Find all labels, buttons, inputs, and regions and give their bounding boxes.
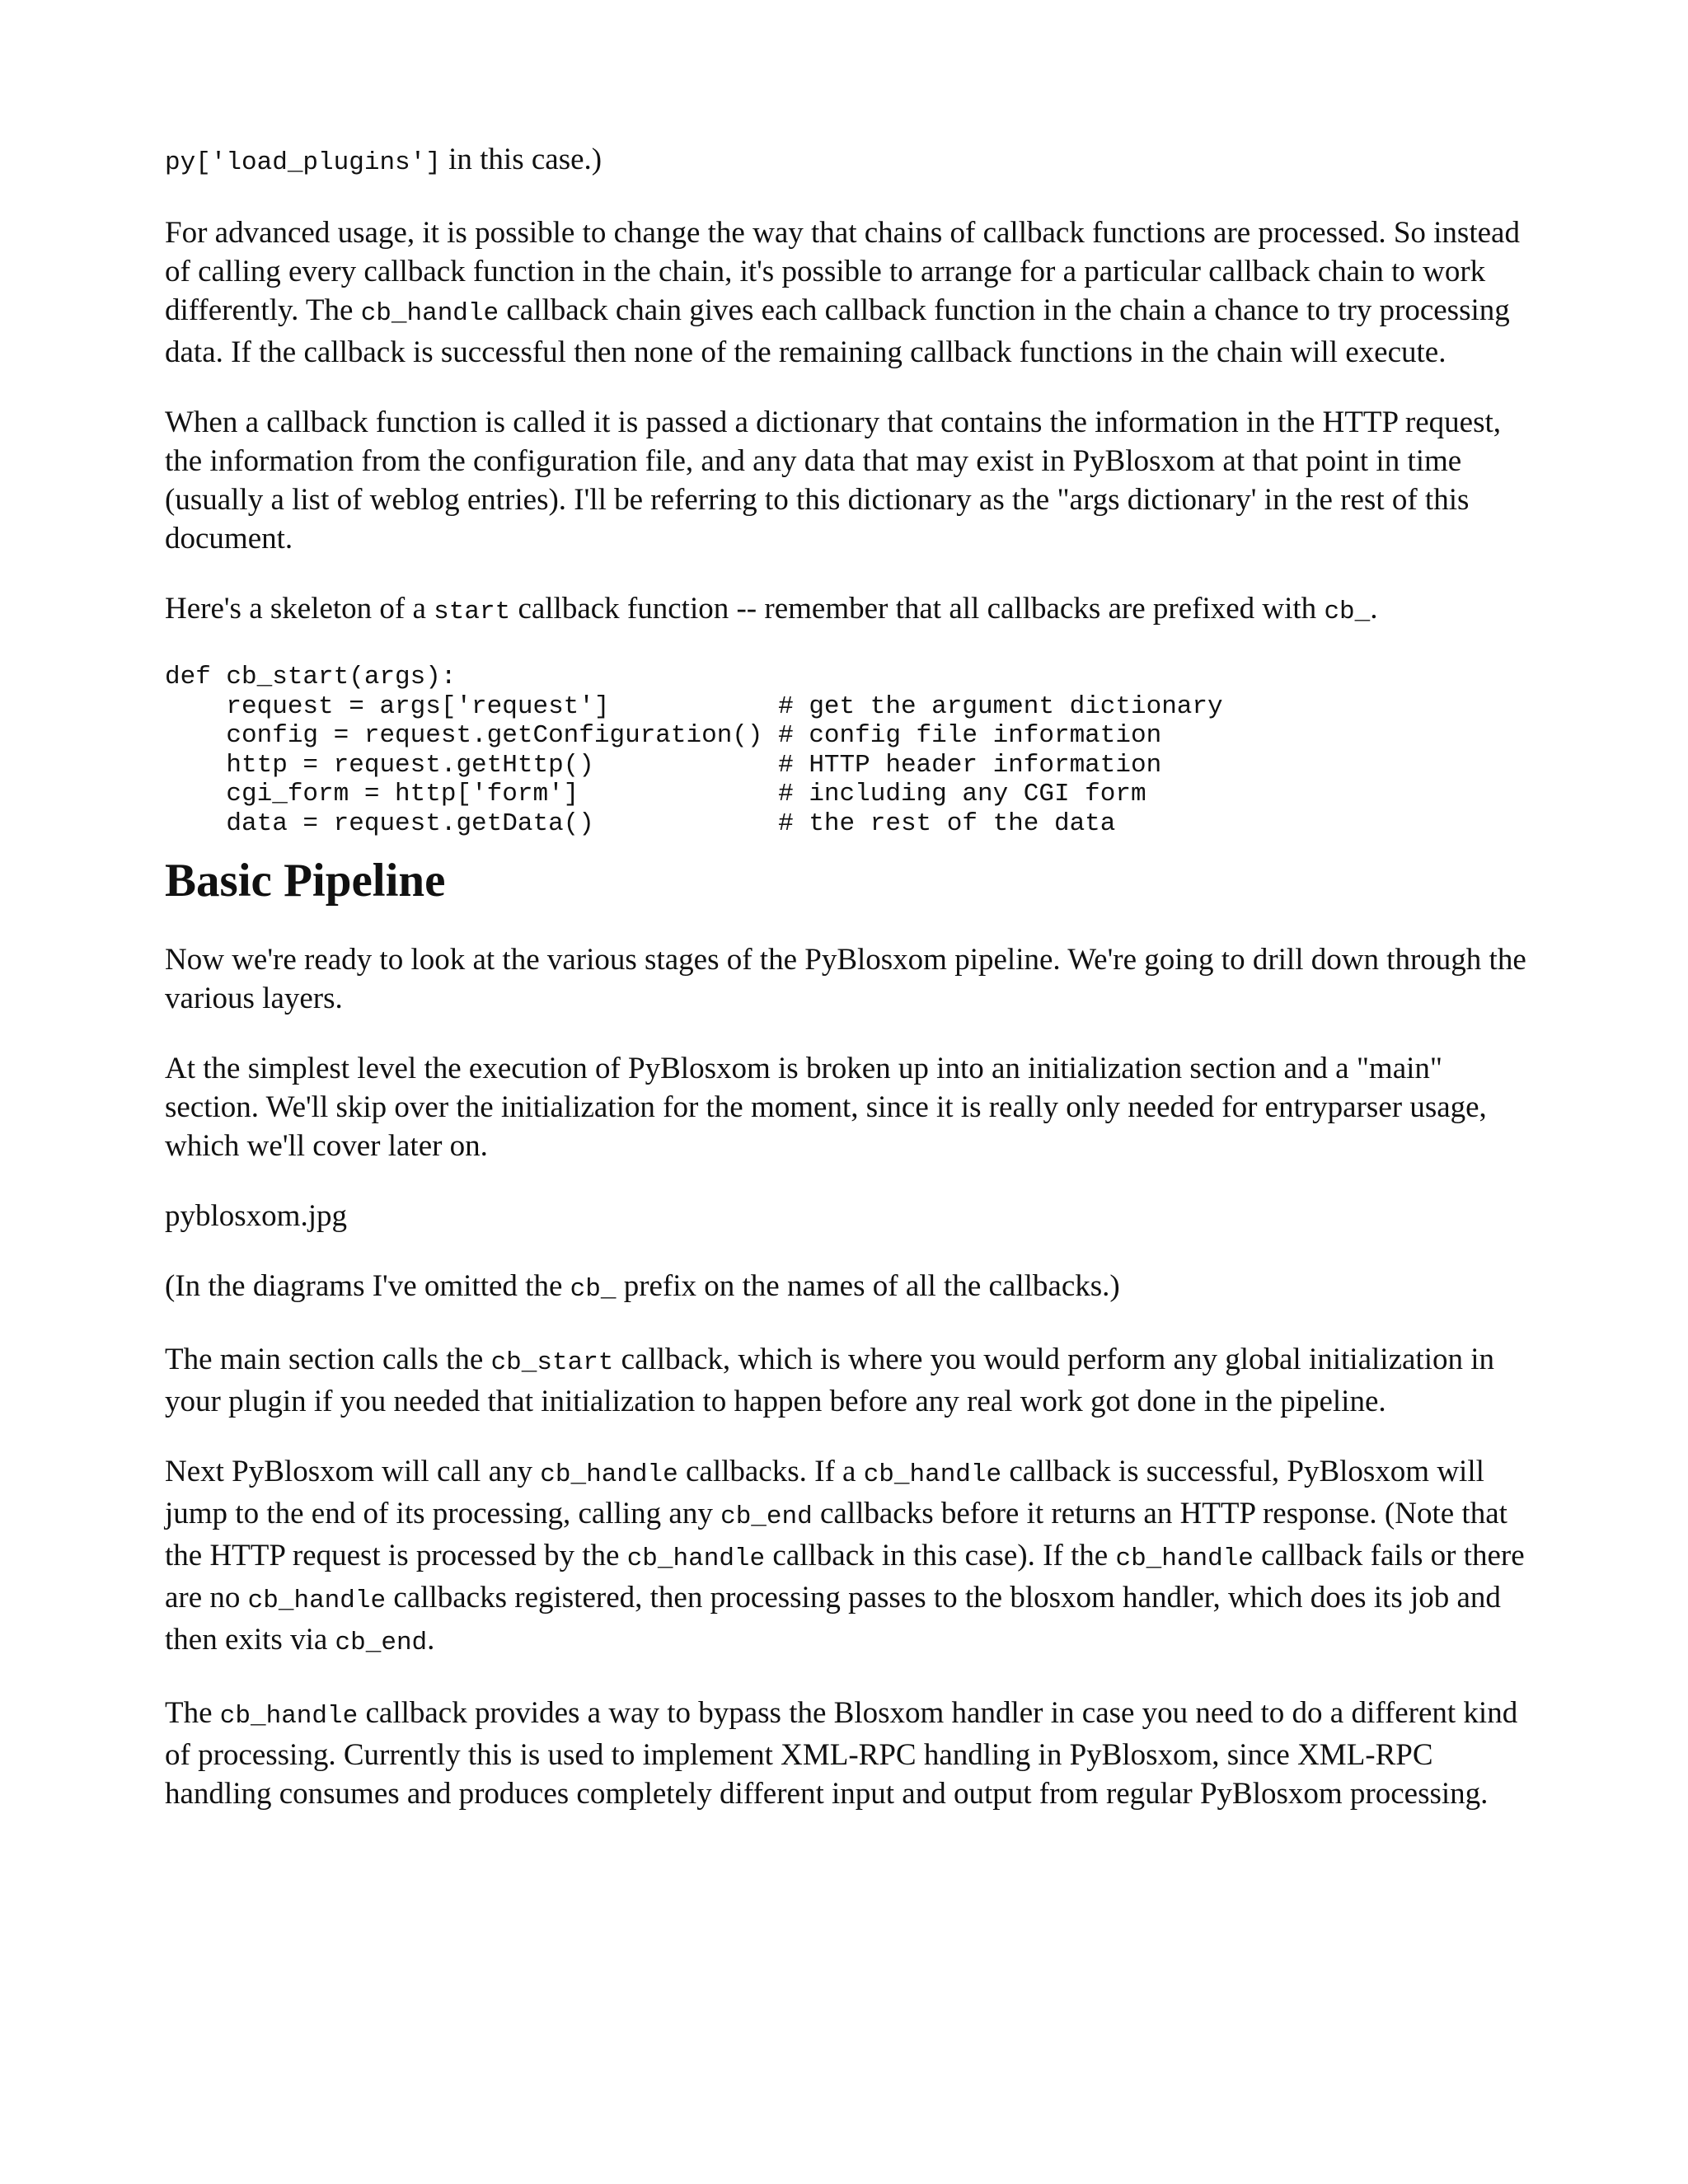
text-run: callback provides a way to bypass the Blosxom handler in case you need to do a different kind of processing. Currently this is used to implement XML-RPC handling in PyBlosxom, since XML-RPC handling consumes and produces completely different input and output from regular PyBlosxom processing.	[165, 1696, 1518, 1811]
text-run: Next PyBlosxom will call any	[165, 1455, 541, 1488]
main-section-paragraph	[165, 1340, 1533, 1421]
bypass-handler-paragraph	[165, 1694, 1533, 1813]
advanced-usage-paragraph	[165, 213, 1533, 372]
inline-code: py['load_plugins']	[165, 148, 441, 177]
document-page	[165, 140, 1533, 1844]
inline-code: cb_end	[720, 1502, 813, 1531]
image-reference: pyblosxom.jpg	[165, 1199, 347, 1233]
intro-paragraph	[165, 140, 1533, 182]
text-run: Here's a skeleton of a	[165, 592, 434, 626]
text-run: in this case.)	[440, 143, 603, 176]
skeleton-paragraph	[165, 589, 1533, 631]
inline-code: cb_handle	[1115, 1544, 1254, 1573]
text-run: callback chain gives each callback function in the chain a chance to try processing data. If the callback is successful then none of the remaining callback functions in the chain will execute.	[165, 293, 1510, 369]
text-run: callback function -- remember that all callbacks are prefixed with	[510, 592, 1325, 626]
text-run: The main section calls the	[165, 1343, 491, 1376]
inline-code: start	[434, 598, 511, 626]
text-run: For advanced usage, it is possible to change the way that chains of callback functions are processed. So instead of calling every callback function in the chain, it's possible to arrange for a particular callback chain to work differently. The	[165, 216, 1520, 327]
diagrams-note-paragraph	[165, 1267, 1533, 1309]
text-run: .	[1370, 592, 1378, 626]
text-run: callback is successful, PyBlosxom will jump to the end of its processing, calling any	[165, 1455, 1484, 1530]
code-block: def cb_start(args): request = args['request'] # get the argument dictionary config = request.getConfiguration() # config file information http = request.getHttp() # HTTP header information cgi_form = http['form'] # including any CGI form data = request.getData() # the rest of the data	[165, 663, 1223, 838]
inline-code: cb_handle	[247, 1586, 387, 1615]
inline-code: cb_	[570, 1275, 617, 1304]
text-run: callback in this case). If the	[765, 1539, 1116, 1572]
inline-code: cb_handle	[540, 1460, 678, 1489]
pipeline-intro-paragraph: Now we're ready to look at the various stages of the PyBlosxom pipeline. We're going to drill down through the various layers.	[165, 943, 1526, 1015]
inline-code: cb_end	[335, 1629, 428, 1657]
text-run: callbacks registered, then processing passes to the blosxom handler, which does its job and then exits via	[165, 1581, 1501, 1657]
text-run: callbacks before it returns an HTTP response. (Note that the HTTP request is processed by the	[165, 1497, 1507, 1572]
inline-code: cb_start	[490, 1348, 614, 1377]
inline-code: cb_handle	[863, 1460, 1002, 1489]
text-run: callback, which is where you would perform any global initialization in your plugin if you needed that initialization to happen before any real work got done in the pipeline.	[165, 1343, 1494, 1418]
section-heading: Basic Pipeline	[165, 855, 446, 907]
simplest-level-paragraph: At the simplest level the execution of PyBlosxom is broken up into an initialization section and a "main" section. We'll skip over the initialization for the moment, since it is really only needed for entryparser usage, which we'll cover later on.	[165, 1052, 1487, 1163]
args-dictionary-paragraph: When a callback function is called it is passed a dictionary that contains the information in the HTTP request, the information from the configuration file, and any data that may exist in PyBlosxom at that point in time (usually a list of weblog entries). I'll be referring to this dictionary as the "args dictionary' in the rest of this document.	[165, 405, 1502, 555]
inline-code: cb_handle	[219, 1702, 359, 1731]
inline-code: cb_handle	[626, 1544, 766, 1573]
inline-code: cb_handle	[360, 299, 499, 328]
text-run: callbacks. If a	[678, 1455, 864, 1488]
inline-code: cb_	[1324, 598, 1371, 626]
text-run: .	[427, 1623, 435, 1657]
text-run: The	[165, 1696, 220, 1730]
text-run: callback fails or there are no	[165, 1539, 1525, 1615]
text-run: prefix on the names of all the callbacks.)	[616, 1269, 1120, 1303]
handle-callbacks-paragraph	[165, 1452, 1533, 1662]
text-run: (In the diagrams I've omitted the	[165, 1269, 570, 1303]
